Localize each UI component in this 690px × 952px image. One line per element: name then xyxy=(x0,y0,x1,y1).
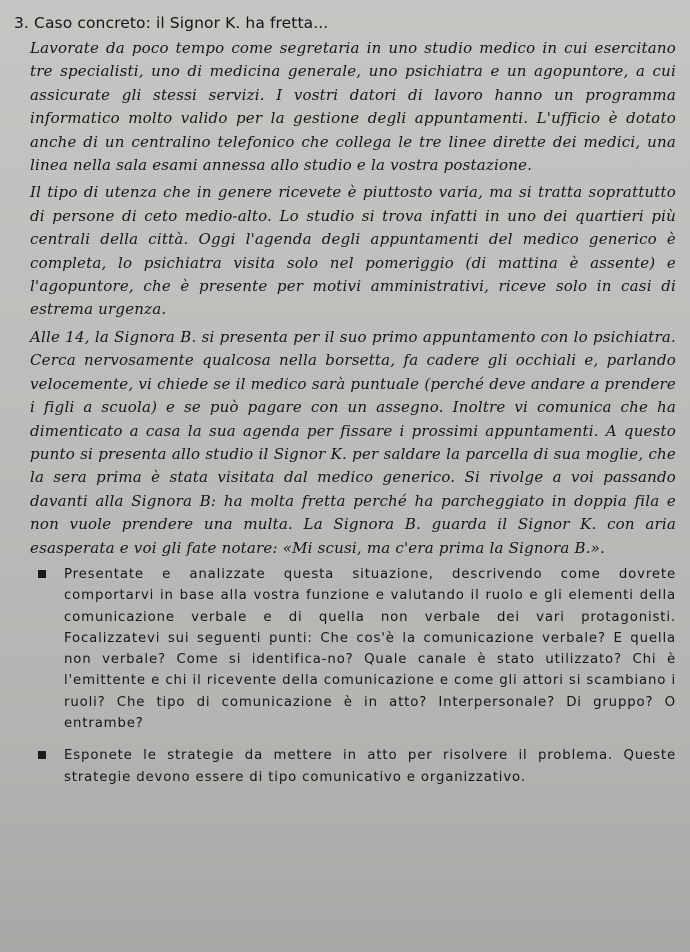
square-bullet-icon xyxy=(38,570,46,578)
exercise-title: 3. Caso concreto: il Signor K. ha fretta... xyxy=(14,14,329,32)
paragraph-scenario: Alle 14, la Signora B. si presenta per il suo primo appuntamento con lo psichiatra. Cerca nervosamente qualcosa nella borsetta, fa cadere gli occhiali e, parlando velocemente, vi chiede se il medico sarà puntuale (perché deve andare a prendere i figli a scuola) e se può pagare con un assegno. Inoltre vi comunica che ha dimenticato a casa la sua agenda per fissare i prossimi appuntamenti. A questo punto si presenta allo studio il Signor K. per saldare la parcella di sua moglie, che la sera prima è stata visitata dal medico generico. Si rivolge a voi passando davanti alla Signora B: ha molta fretta perché ha parcheggiato in doppia fila e non vuole prendere una multa. La Signora B. guarda il Signor K. con aria esasperata e voi gli fate notare: «Mi scusi, ma c'era prima la Signora B.». xyxy=(30,327,676,557)
paragraph-clients: Il tipo di utenza che in genere ricevete è piuttosto varia, ma si tratta soprattutto di persone di ceto medio-alto. Lo studio si trova infatti in uno dei quartieri più centrali della città. Oggi l'agenda degli appuntamenti del medico generico è completa, lo psichiatra visita solo nel pomeriggio (di mattina è assente) e l'agopuntore, che è presente per motivi amministrativi, riceve solo in casi di estrema urgenza. xyxy=(30,183,676,319)
task-text-strategies: Esponete le strategie da mettere in atto per risolvere il problema. Queste strategie devono essere di tipo comunicativo e organizzativo. xyxy=(64,748,676,785)
task-item-strategies xyxy=(30,745,676,788)
task-item-analysis xyxy=(30,564,676,734)
task-list xyxy=(30,564,676,788)
square-bullet-icon xyxy=(38,751,46,759)
paragraph-setting: Lavorate da poco tempo come segretaria in uno studio medico in cui esercitano tre specialisti, uno di medicina generale, uno psichiatra e un agopuntore, a cui assicurate gli stessi servizi. I vostri datori di lavoro hanno un programma informatico molto valido per la gestione degli appuntamenti. L'ufficio è dotato anche di un centralino telefonico che collega le tre linee dirette dei medici, una linea nella sala esami annessa allo studio e la vostra postazione. xyxy=(30,39,676,175)
task-text-analysis: Presentate e analizzate questa situazione, descrivendo come dovrete comportarvi in base alla vostra funzione e valutando il ruolo e gli elementi della comunicazione verbale e di quella non verbale dei vari protagonisti. Focalizzatevi sui seguenti punti: Che cos'è la comunicazione verbale? E quella non verbale? Come si identifica-no? Quale canale è stato utilizzato? Chi è l'emittente e chi il ricevente della comunicazione e come gli attori si scambiano i ruoli? Che tipo di comunicazione è in atto? Interpersonale? Di gruppo? O entrambe? xyxy=(64,566,676,732)
